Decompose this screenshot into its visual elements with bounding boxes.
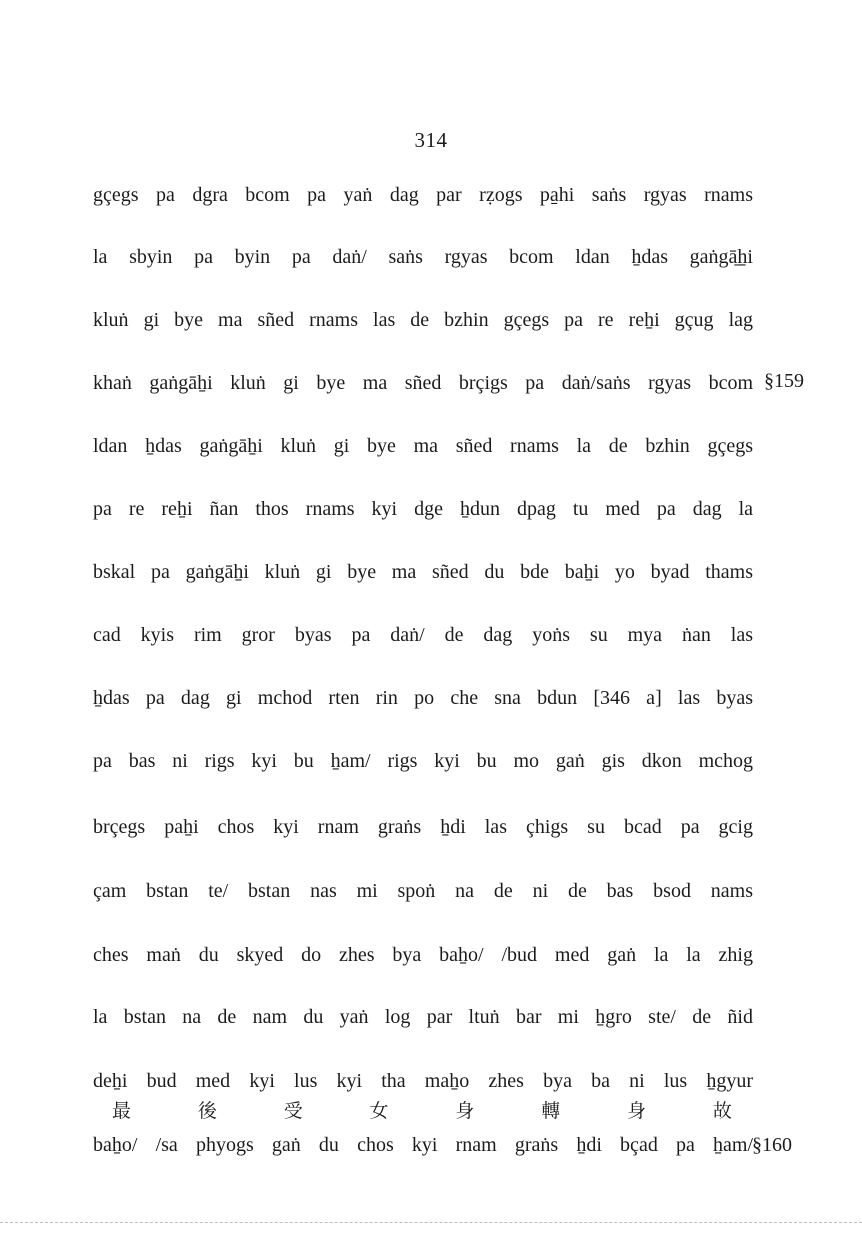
- text-line: ches maṅ du skyed do zhes bya baẖo/ /bud med gaṅ la la zhig: [93, 944, 753, 966]
- text-line: la sbyin pa byin pa daṅ/ saṅs rgyas bcom ldan ẖdas gaṅgā̱ẖi: [93, 246, 753, 268]
- gloss-char: 故: [712, 1100, 732, 1122]
- text-line: deẖi bud med kyi lus kyi tha maẖo zhes bya ba ni lus ẖgyur: [93, 1070, 753, 1092]
- text-line: brçegs paẖi chos kyi rnam graṅs ẖdi las çhigs su bcad pa gcig: [93, 816, 753, 838]
- gloss-char: 最: [112, 1100, 132, 1122]
- text-line: bskal pa gaṅgāẖi kluṅ gi bye ma sñed du bde baẖi yo byad thams: [93, 561, 753, 583]
- gloss-char: 後: [197, 1100, 217, 1122]
- scan-edge-line: [0, 1222, 862, 1223]
- text-line: gçegs pa dgra bcom pa yaṅ dag par rẓogs pa̱hi saṅs rgyas rnams: [93, 184, 753, 206]
- gloss-char: 受: [283, 1100, 303, 1122]
- text-line: çam bstan te/ bstan nas mi spoṅ na de ni de bas bsod nams: [93, 880, 753, 902]
- gloss-char: 轉: [541, 1100, 561, 1122]
- text-line: baẖo/ /sa phyogs gaṅ du chos kyi rnam graṅs ẖdi bçad pa ẖam/: [93, 1134, 753, 1156]
- margin-note-section: §160: [752, 1134, 792, 1156]
- text-line: cad kyis rim gror byas pa daṅ/ de dag yoṅs su mya ṅan las: [93, 624, 753, 646]
- gloss-char: 身: [627, 1100, 647, 1122]
- text-line: khaṅ gaṅgāẖi kluṅ gi bye ma sñed brçigs pa daṅ/saṅs rgyas bcom: [93, 372, 753, 394]
- text-line: ẖdas pa dag gi mchod rten rin po che sna bdun [346 a] las byas: [93, 687, 753, 709]
- text-line: kluṅ gi bye ma sñed rnams las de bzhin gçegs pa re reẖi gçug lag: [93, 309, 753, 331]
- gloss-char: 身: [455, 1100, 475, 1122]
- chinese-gloss-row: [112, 1096, 732, 1126]
- margin-note-section: §159: [764, 370, 804, 392]
- gloss-char: 女: [369, 1100, 389, 1122]
- text-line: pa bas ni rigs kyi bu ẖam/ rigs kyi bu mo gaṅ gis dkon mchog: [93, 750, 753, 772]
- text-line: la bstan na de nam du yaṅ log par ltuṅ bar mi ẖgro ste/ de ñid: [93, 1006, 753, 1028]
- text-line: pa re reẖi ñan thos rnams kyi dge ẖdun dpag tu med pa dag la: [93, 498, 753, 520]
- text-line: ldan ẖdas gaṅgāẖi kluṅ gi bye ma sñed rnams la de bzhin gçegs: [93, 435, 753, 457]
- page-number: 314: [414, 128, 448, 152]
